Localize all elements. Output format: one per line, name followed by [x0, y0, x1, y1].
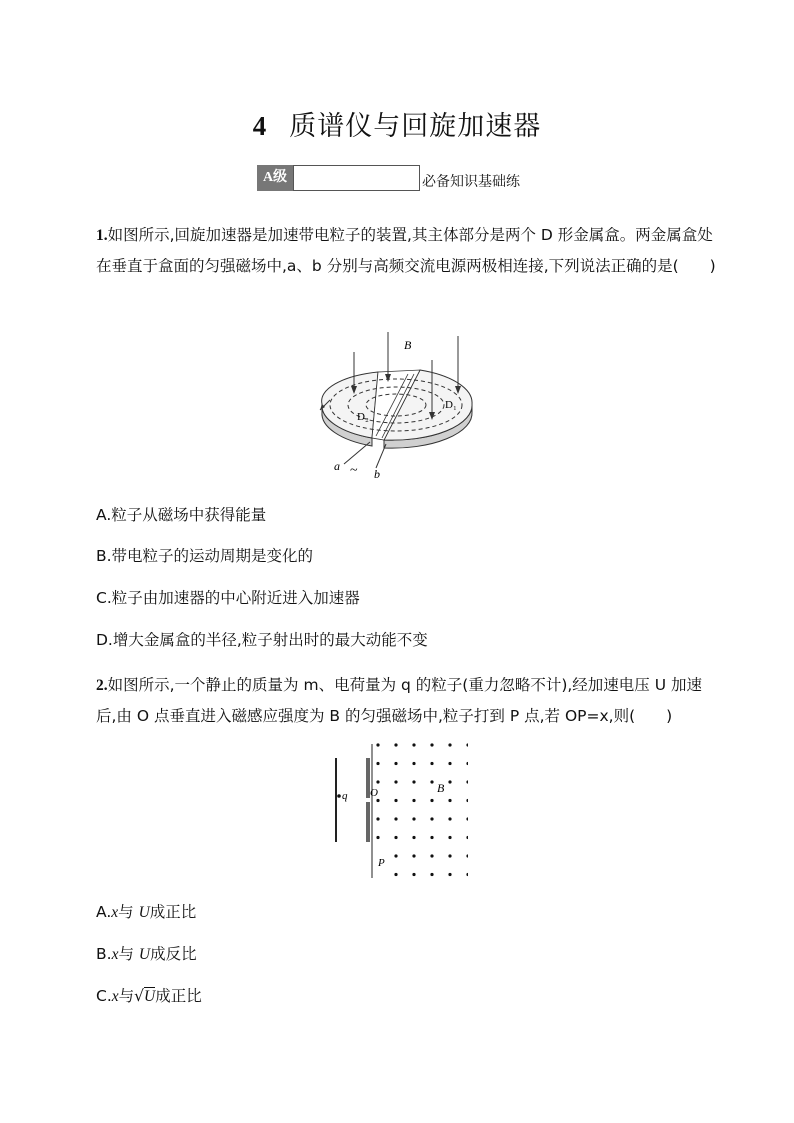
field-dot: [448, 873, 451, 876]
field-dot: [394, 762, 397, 765]
field-dot: [412, 836, 415, 839]
question-text: 如图所示,回旋加速器是加速带电粒子的装置,其主体部分是两个 D 形金属盒。两金属盒处在垂直于盒面的匀强磁场中,a、b 分别与高频交流电源两极相连接,下列说法正确的是( ): [96, 226, 716, 275]
page-title: [0, 104, 794, 143]
field-dot: [394, 836, 397, 839]
field-dot: [412, 799, 415, 802]
field-dot: [430, 762, 433, 765]
field-dot: [376, 762, 379, 765]
field-dot: [412, 873, 415, 876]
field-dot: [430, 799, 433, 802]
field-dot: [376, 817, 379, 820]
option-var: x: [111, 946, 119, 963]
mass-spectrometer-figure: [328, 740, 468, 880]
option-var2: U: [138, 946, 151, 963]
level-label: 必备知识基础练: [422, 174, 520, 190]
field-dot: [394, 799, 397, 802]
field-dot: [466, 743, 468, 746]
q2-option-a[interactable]: [96, 902, 196, 923]
field-dot: [412, 743, 415, 746]
field-dot: [394, 780, 397, 783]
level-box: [293, 165, 420, 191]
field-dot: [394, 743, 397, 746]
field-dot: [430, 780, 433, 783]
field-dot: [448, 780, 451, 783]
section-number: 4: [252, 111, 268, 141]
terminal-b-label: b: [374, 467, 380, 481]
q1-option-d[interactable]: D.增大金属盒的半径,粒子射出时的最大动能不变: [96, 631, 428, 649]
field-dot: [376, 780, 379, 783]
field-dot: [376, 743, 379, 746]
field-dot: [430, 873, 433, 876]
d1-label: D₁: [445, 399, 457, 411]
field-dot: [448, 854, 451, 857]
charge-label-q: q: [342, 790, 348, 802]
field-dot: [448, 836, 451, 839]
field-dot: [466, 799, 468, 802]
sqrt-icon: √: [134, 987, 145, 1005]
option-var2: U: [138, 904, 150, 921]
terminal-a-label: a: [334, 459, 340, 473]
field-dot: [448, 743, 451, 746]
option-end: 成正比: [149, 903, 197, 921]
q1-option-c[interactable]: C.粒子由加速器的中心附近进入加速器: [96, 589, 360, 607]
q1-option-b[interactable]: B.带电粒子的运动周期是变化的: [96, 547, 314, 565]
option-letter: C.: [96, 987, 112, 1005]
level-tag: A级: [257, 165, 293, 191]
level-header: [257, 165, 520, 191]
field-dot: [412, 817, 415, 820]
point-label-o: O: [370, 787, 378, 799]
field-dot: [412, 780, 415, 783]
option-mid: 与: [118, 903, 139, 921]
q2-option-c[interactable]: [96, 986, 202, 1007]
field-dot: [412, 762, 415, 765]
q1-option-a[interactable]: A.粒子从磁场中获得能量: [96, 506, 267, 524]
field-dot: [430, 743, 433, 746]
d2-label: D₂: [357, 411, 369, 423]
field-dot: [394, 854, 397, 857]
field-dot: [466, 780, 468, 783]
field-dot: [430, 836, 433, 839]
field-dot: [376, 836, 379, 839]
field-label-b: B: [437, 781, 445, 795]
point-label-p: P: [378, 857, 385, 869]
ac-symbol: ~: [350, 463, 358, 478]
option-var: x: [111, 904, 119, 921]
field-dot: [430, 854, 433, 857]
option-end: 成反比: [150, 945, 197, 963]
option-var: x: [111, 988, 119, 1005]
option-mid: 与: [118, 987, 135, 1005]
question-2: [96, 670, 716, 732]
field-dot: [376, 799, 379, 802]
field-dot: [430, 817, 433, 820]
magnetic-field-dots: [376, 743, 468, 876]
question-text: 如图所示,一个静止的质量为 m、电荷量为 q 的粒子(重力忽略不计),经加速电压 U 加速后,由 O 点垂直进入磁感应强度为 B 的匀强磁场中,粒子打到 P 点,若 OP=x,则( ): [96, 676, 702, 725]
field-dot: [412, 854, 415, 857]
sqrt-radicand: U: [144, 988, 156, 1005]
field-dot: [466, 817, 468, 820]
field-dot: [448, 762, 451, 765]
field-dot: [394, 817, 397, 820]
option-end: 成正比: [155, 987, 202, 1005]
option-letter: A.: [96, 903, 112, 921]
field-dot: [448, 817, 451, 820]
field-dot: [466, 762, 468, 765]
field-dot: [394, 873, 397, 876]
field-dot: [466, 873, 468, 876]
q2-option-b[interactable]: [96, 944, 197, 965]
question-1: [96, 220, 716, 282]
field-dot: [448, 799, 451, 802]
cyclotron-figure: [308, 322, 483, 482]
field-dot: [466, 854, 468, 857]
option-mid: 与: [118, 945, 139, 963]
question-number: 2.: [96, 677, 108, 694]
option-letter: B.: [96, 945, 112, 963]
field-label-b: B: [404, 338, 412, 352]
question-number: 1.: [96, 227, 108, 244]
field-dot: [466, 836, 468, 839]
section-title: 质谱仪与回旋加速器: [289, 111, 542, 142]
